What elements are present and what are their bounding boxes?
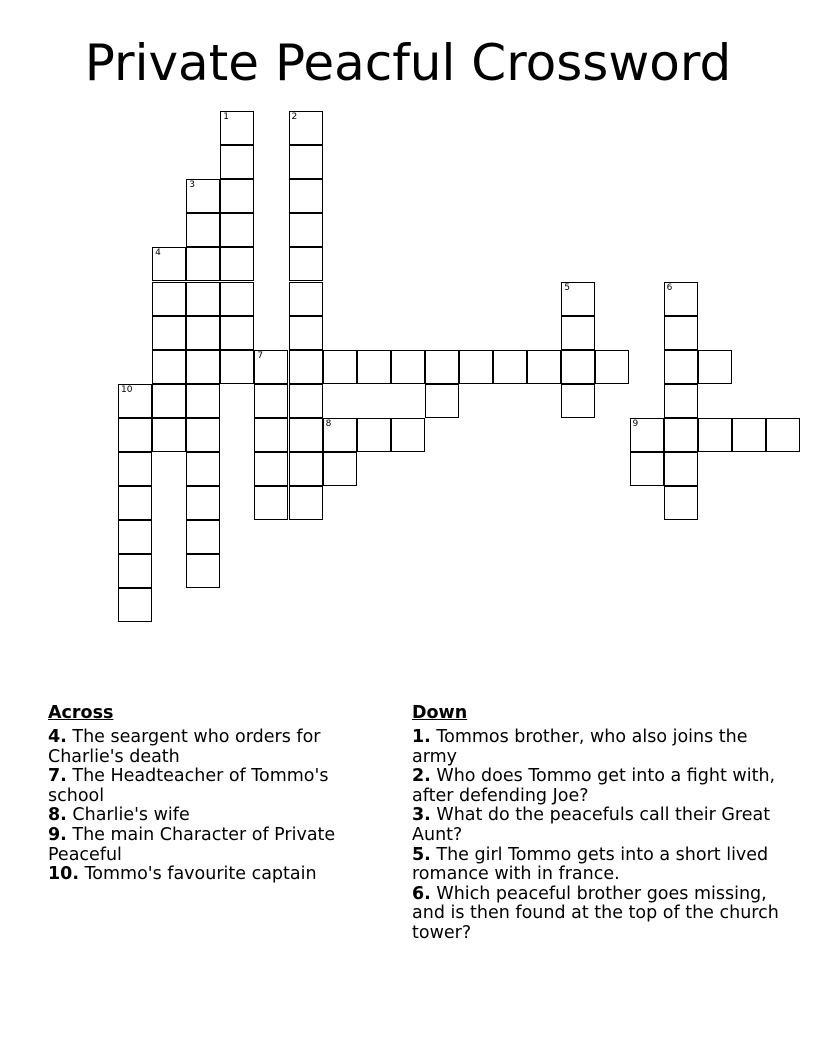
clue-text: Charlie's wife [66, 805, 190, 826]
across-clue [48, 865, 368, 885]
clue-number: 6 [666, 282, 673, 293]
grid-cell[interactable] [220, 145, 254, 179]
grid-cell[interactable] [289, 486, 323, 520]
grid-cell[interactable] [289, 213, 323, 247]
clue-number: 9 [632, 418, 639, 429]
grid-cell[interactable] [289, 179, 323, 213]
grid-cell[interactable] [630, 418, 664, 452]
grid-cell[interactable] [220, 282, 254, 316]
across-clue [48, 728, 368, 767]
clue-number: 7 [257, 350, 264, 361]
down-heading: Down [412, 703, 468, 723]
clue-number: 6. [412, 883, 431, 904]
grid-cell[interactable] [220, 179, 254, 213]
grid-cell[interactable] [561, 282, 595, 316]
grid-cell[interactable] [391, 418, 425, 452]
grid-cell[interactable] [220, 111, 254, 145]
grid-cell[interactable] [186, 418, 220, 452]
grid-cell[interactable] [425, 384, 459, 418]
grid-cell[interactable] [118, 486, 152, 520]
grid-cell[interactable] [493, 350, 527, 384]
clue-text: Who does Tommo get into a fight with, after defending Joe? [412, 766, 776, 806]
grid-cell[interactable] [220, 213, 254, 247]
grid-cell[interactable] [289, 282, 323, 316]
clue-number: 7. [48, 766, 67, 787]
grid-cell[interactable] [698, 418, 732, 452]
grid-cell[interactable] [186, 179, 220, 213]
down-clue [412, 728, 782, 767]
clue-text: What do the peacefuls call their Great Aunt? [412, 805, 771, 845]
clue-number: 9. [48, 824, 67, 845]
grid-cell[interactable] [289, 145, 323, 179]
grid-cell[interactable] [323, 452, 357, 486]
grid-cell[interactable] [254, 452, 288, 486]
grid-cell[interactable] [152, 316, 186, 350]
grid-cell[interactable] [289, 418, 323, 452]
clue-number: 2 [291, 112, 298, 122]
grid-cell[interactable] [152, 350, 186, 384]
down-clue [412, 767, 782, 806]
across-clue [48, 826, 368, 865]
grid-cell[interactable] [186, 486, 220, 520]
grid-cell[interactable] [323, 418, 357, 452]
grid-cell[interactable] [118, 520, 152, 554]
grid-cell[interactable] [664, 452, 698, 486]
grid-cell[interactable] [561, 350, 595, 384]
clue-number: 1 [223, 112, 230, 122]
grid-cell[interactable] [186, 247, 220, 281]
grid-cell[interactable] [595, 350, 629, 384]
grid-cell[interactable] [220, 247, 254, 281]
grid-cell[interactable] [527, 350, 561, 384]
across-clue [48, 767, 368, 806]
grid-cell[interactable] [425, 350, 459, 384]
clue-number: 4. [48, 727, 67, 747]
grid-cell[interactable] [664, 384, 698, 418]
grid-cell[interactable] [186, 384, 220, 418]
across-heading: Across [48, 703, 114, 723]
grid-cell[interactable] [118, 554, 152, 588]
clue-number: 2. [412, 766, 431, 787]
clue-text: Tommo's favourite captain [79, 864, 317, 885]
clue-number: 8 [325, 418, 332, 429]
clue-text: The Headteacher of Tommo's school [48, 766, 329, 806]
clue-number: 10. [48, 864, 80, 885]
grid-cell[interactable] [118, 588, 152, 622]
grid-cell[interactable] [254, 384, 288, 418]
grid-cell[interactable] [118, 418, 152, 452]
across-clue [48, 806, 368, 826]
grid-cell[interactable] [289, 384, 323, 418]
clue-number: 8. [48, 805, 67, 826]
grid-cell[interactable] [323, 350, 357, 384]
clue-number: 3. [412, 805, 431, 826]
across-clues [48, 703, 368, 885]
grid-cell[interactable] [186, 282, 220, 316]
grid-cell[interactable] [220, 316, 254, 350]
clue-number: 4 [155, 248, 161, 259]
clue-number: 5. [412, 844, 431, 865]
grid-cell[interactable] [152, 384, 186, 418]
grid-cell[interactable] [289, 452, 323, 486]
clue-number: 10 [121, 384, 133, 395]
grid-cell[interactable] [186, 452, 220, 486]
page-title: Private Peacful Crossword [84, 34, 732, 92]
across-clue-list [48, 728, 368, 885]
grid-cell[interactable] [254, 418, 288, 452]
grid-cell[interactable] [254, 350, 288, 384]
grid-cell[interactable] [732, 418, 766, 452]
grid-cell[interactable] [357, 350, 391, 384]
grid-cell[interactable] [186, 316, 220, 350]
grid-cell[interactable] [664, 282, 698, 316]
grid-cell[interactable] [118, 452, 152, 486]
grid-cell[interactable] [561, 316, 595, 350]
clue-number: 5 [564, 282, 571, 293]
clue-text: Which peaceful brother goes missing, and is then found at the top of the church tower? [412, 883, 779, 943]
grid-cell[interactable] [152, 247, 186, 281]
grid-cell[interactable] [664, 418, 698, 452]
grid-cell[interactable] [289, 111, 323, 145]
grid-cell[interactable] [391, 350, 425, 384]
grid-cell[interactable] [186, 554, 220, 588]
clue-text: The seargent who orders for Charlie's death [48, 727, 321, 767]
grid-cell[interactable] [664, 350, 698, 384]
grid-cell[interactable] [186, 213, 220, 247]
down-clue-list [412, 728, 782, 944]
grid-cell[interactable] [664, 316, 698, 350]
down-clue [412, 846, 782, 885]
clue-text: The girl Tommo gets into a short lived romance with in france. [412, 844, 769, 885]
grid-cell[interactable] [118, 384, 152, 418]
grid-cell[interactable] [766, 418, 800, 452]
grid-cell[interactable] [289, 247, 323, 281]
clue-number: 3 [189, 180, 195, 191]
clue-number: 1. [412, 727, 431, 747]
grid-cell[interactable] [186, 350, 220, 384]
grid-cell[interactable] [289, 316, 323, 350]
down-clue [412, 806, 782, 845]
grid-cell[interactable] [357, 418, 391, 452]
grid-cell[interactable] [630, 452, 664, 486]
clue-text: The main Character of Private Peaceful [48, 824, 336, 865]
grid-cell[interactable] [254, 486, 288, 520]
grid-cell[interactable] [289, 350, 323, 384]
clue-text: Tommos brother, who also joins the army [412, 727, 748, 767]
grid-cell[interactable] [664, 486, 698, 520]
grid-cell[interactable] [152, 418, 186, 452]
grid-cell[interactable] [152, 282, 186, 316]
down-clue [412, 885, 782, 944]
grid-cell[interactable] [459, 350, 493, 384]
grid-cell[interactable] [698, 350, 732, 384]
grid-cell[interactable] [220, 350, 254, 384]
down-clues [412, 703, 782, 944]
grid-cell[interactable] [186, 520, 220, 554]
grid-cell[interactable] [561, 384, 595, 418]
